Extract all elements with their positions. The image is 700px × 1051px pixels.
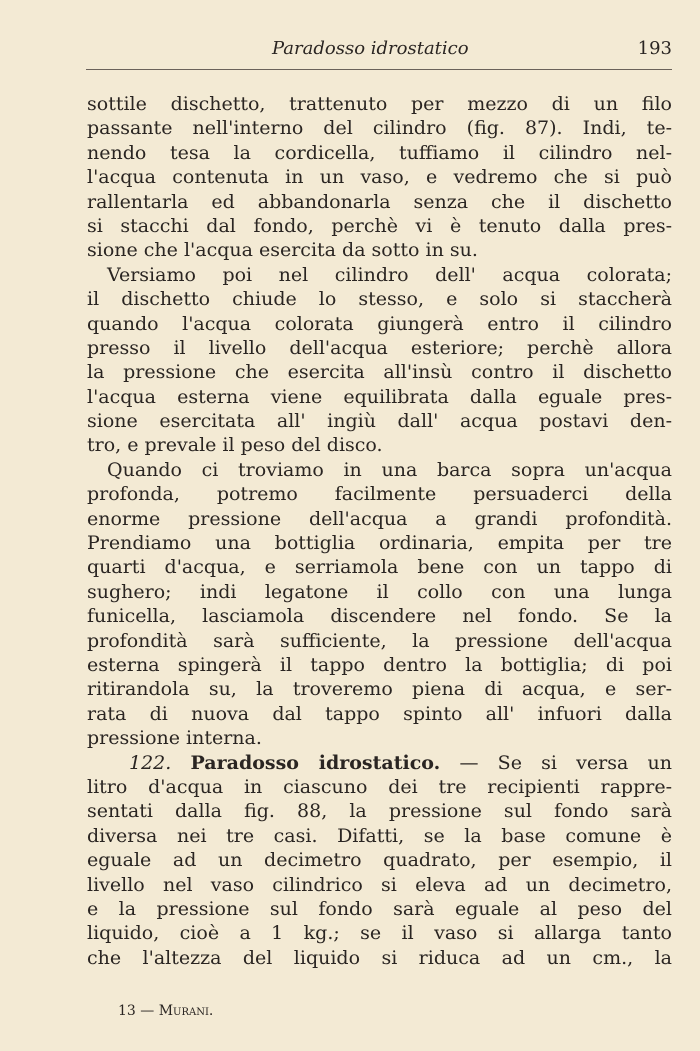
text-line: liquido, cioè a 1 kg.; se il vaso si allarga tanto xyxy=(87,922,672,945)
text-line: profonda, potremo facilmente persuaderci della xyxy=(87,483,672,506)
body-text xyxy=(87,92,672,970)
text-line: eguale ad un decimetro quadrato, per esempio, il xyxy=(87,849,672,872)
section-heading-line xyxy=(87,751,672,775)
text-line: Quando ci troviamo in una barca sopra un'acqua xyxy=(107,458,672,481)
text-line: Versiamo poi nel cilindro dell' acqua colorata; xyxy=(107,263,672,286)
text-line: diversa nei tre casi. Difatti, se la base comune è xyxy=(87,824,672,847)
author-name: Murani. xyxy=(158,1003,214,1019)
text-line: l'acqua esterna viene equilibrata dalla eguale pres- xyxy=(87,385,672,408)
text-line: sentati dalla fig. 88, la pressione sul fondo sarà xyxy=(87,800,672,823)
text-line: sottile dischetto, trattenuto per mezzo di un filo xyxy=(87,93,672,115)
text-line: Prendiamo una bottiglia ordinaria, empita per tre xyxy=(87,532,672,555)
text-line: l'acqua contenuta in un vaso, e vedremo che si può xyxy=(87,166,672,189)
text-line: funicella, lasciamola discendere nel fondo. Se la xyxy=(87,605,672,628)
text-line: quarti d'acqua, e serriamola bene con un tappo di xyxy=(87,556,672,579)
text-line: rata di nuova dal tappo spinto all' infuori dalla xyxy=(87,702,672,725)
text-line: litro d'acqua in ciascuno dei tre recipienti rappre- xyxy=(87,775,672,798)
header-rule xyxy=(86,69,672,70)
text-line: — Se si versa un xyxy=(459,751,673,774)
text-line: quando l'acqua colorata giungerà entro il cilindro xyxy=(87,312,672,335)
section-title: Paradosso idrostatico. xyxy=(190,751,441,774)
page-header xyxy=(86,38,672,62)
text-line: pressione interna. xyxy=(87,727,262,750)
running-title: Paradosso idrostatico xyxy=(272,38,469,59)
text-line: livello nel vaso cilindrico si eleva ad un decimetro, xyxy=(87,873,672,896)
text-line: presso il livello dell'acqua esteriore; perchè allora xyxy=(87,336,672,359)
text-line: il dischetto chiude lo stesso, e solo si staccherà xyxy=(87,288,672,311)
text-line: la pressione che esercita all'insù contro il dischetto xyxy=(87,361,672,384)
text-line: profondità sarà sufficiente, la pressione dell'acqua xyxy=(87,629,672,652)
text-line: enorme pressione dell'acqua a grandi profondità. xyxy=(87,507,672,530)
page-footer xyxy=(118,1003,213,1019)
text-line: ritirandola su, la troveremo piena di acqua, e ser- xyxy=(87,678,672,701)
text-line: esterna spingerà il tappo dentro la bottiglia; di poi xyxy=(87,653,672,676)
text-line: che l'altezza del liquido si riduca ad un cm., la xyxy=(87,946,672,969)
text-line: e la pressione sul fondo sarà eguale al peso del xyxy=(87,897,672,920)
section-number: 122. xyxy=(129,751,172,774)
text-line: sughero; indi legatone il collo con una lunga xyxy=(87,580,672,603)
text-line: rallentarla ed abbandonarla senza che il dischetto xyxy=(87,190,672,213)
text-line: si stacchi dal fondo, perchè vi è tenuto dalla pres- xyxy=(87,214,672,237)
text-line: nendo tesa la cordicella, tuffiamo il cilindro nel- xyxy=(87,141,672,164)
text-line: tro, e prevale il peso del disco. xyxy=(87,434,383,457)
text-line: sione esercitata all' ingiù dall' acqua postavi den- xyxy=(87,410,672,433)
text-line: sione che l'acqua esercita da sotto in su. xyxy=(87,239,478,262)
page-number: 193 xyxy=(637,38,672,59)
signature-mark: 13 — xyxy=(118,1003,155,1019)
text-line: passante nell'interno del cilindro (fig. 87). Indi, te- xyxy=(87,117,672,140)
